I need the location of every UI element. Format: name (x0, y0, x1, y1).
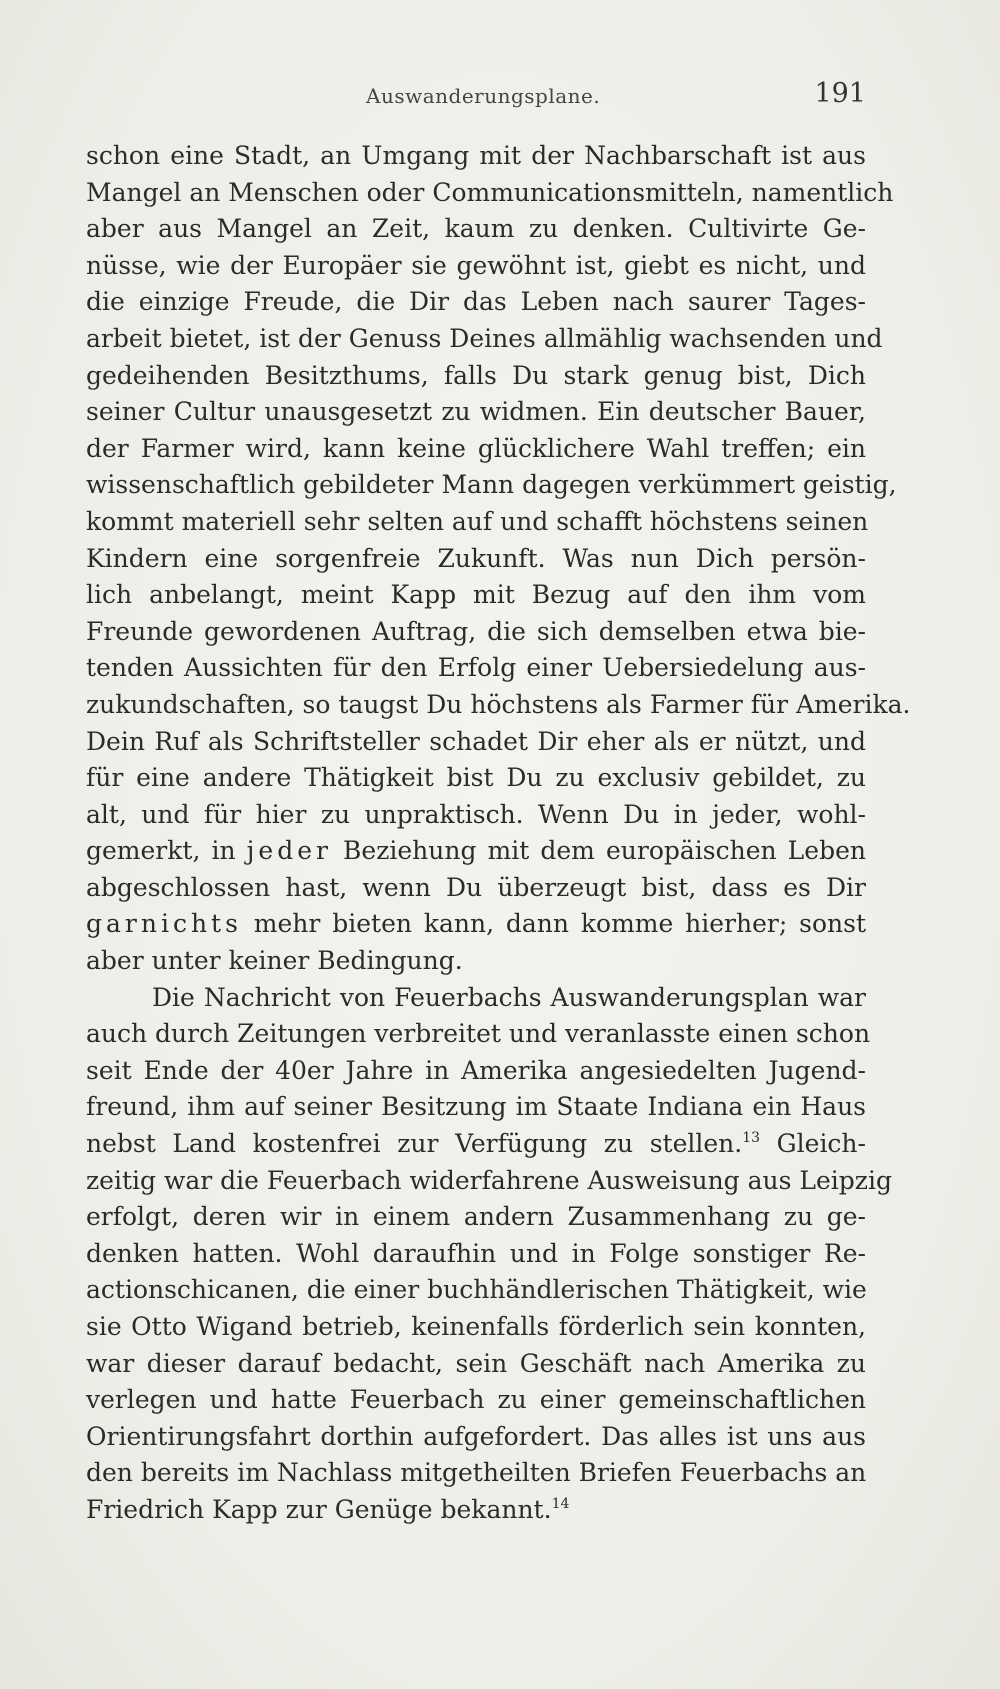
line-text: Beziehung mit dem europäischen Leben (331, 836, 866, 866)
text-line (86, 1492, 866, 1529)
line-text: abgeschlossen hast, wenn Du überzeugt bist, dass es Dir (86, 872, 866, 902)
text-line (86, 1272, 866, 1309)
text-line (86, 284, 866, 321)
line-text: die einzige Freude, die Dir das Leben nach saurer Tages- (86, 287, 866, 317)
text-line (86, 248, 866, 285)
text-line (86, 1126, 866, 1163)
line-text: sie Otto Wigand betrieb, keinenfalls förderlich sein konnten, (86, 1312, 866, 1341)
text-line (86, 1382, 866, 1419)
line-text: auch durch Zeitungen verbreitet und veranlasste einen schon (86, 1019, 871, 1049)
line-text: freund, ihm auf seiner Besitzung im Staate Indiana ein Haus (86, 1092, 866, 1122)
text-line (86, 1089, 866, 1126)
text-line (86, 833, 866, 870)
line-text: Dein Ruf als Schriftsteller schadet Dir eher als er nützt, und (86, 726, 866, 756)
line-text: erfolgt, deren wir in einem andern Zusammenhang zu ge- (86, 1202, 866, 1232)
line-text: nebst Land kostenfrei zur Verfügung zu stellen. (86, 1129, 743, 1159)
line-text: Orientirungsfahrt dorthin aufgefordert. Das alles ist uns aus (86, 1421, 866, 1451)
running-head (86, 78, 866, 118)
footnote-marker: 14 (551, 1495, 570, 1512)
line-text: Mangel an Menschen oder Communicationsmitteln, namentlich (86, 177, 894, 207)
line-text: alt, und für hier zu unpraktisch. Wenn Du in jeder, wohl- (86, 799, 866, 829)
text-line (86, 650, 866, 687)
text-line (86, 760, 866, 797)
line-text: denken hatten. Wohl daraufhin und in Folge sonstiger Re- (86, 1238, 866, 1268)
line-text: Freunde gewordenen Auftrag, die sich demselben etwa bie- (86, 616, 866, 646)
text-line (86, 614, 866, 651)
text-line (86, 431, 866, 468)
line-text: seit Ende der 40er Jahre in Amerika angesiedelten Jugend- (86, 1055, 866, 1085)
line-text: wissenschaftlich gebildeter Mann dagegen verkümmert geistig, (86, 470, 897, 500)
text-line (86, 321, 883, 358)
text-line (86, 1309, 866, 1346)
text-line (86, 870, 866, 907)
line-text: tenden Aussichten für den Erfolg einer Uebersiedelung aus- (86, 653, 866, 683)
line-text: den bereits im Nachlass mitgetheilten Briefen Feuerbachs an (86, 1458, 867, 1488)
text-line (86, 138, 866, 175)
text-line (86, 1163, 892, 1200)
text-line (86, 504, 869, 541)
line-text: war dieser darauf bedacht, sein Geschäft nach Amerika zu (86, 1348, 866, 1378)
running-title: Auswanderungsplane. (366, 84, 601, 108)
line-text: aber aus Mangel an Zeit, kaum zu denken. Cultivirte Ge- (86, 214, 866, 244)
text-line (86, 394, 866, 431)
line-text: lich anbelangt, meint Kapp mit Bezug auf den ihm vom (86, 580, 866, 610)
line-text: seiner Cultur unausgesetzt zu widmen. Ein deutscher Bauer, (86, 397, 866, 427)
line-text: gedeihenden Besitzthums, falls Du stark genug bist, Dich (86, 360, 866, 390)
text-line (86, 175, 894, 212)
line-text: Friedrich Kapp zur Genüge bekannt. (86, 1494, 552, 1524)
text-line (86, 1346, 866, 1383)
text-line (86, 906, 866, 943)
text-line (86, 687, 911, 724)
text-line (86, 211, 866, 248)
text-line (86, 980, 866, 1017)
text-line (86, 1236, 866, 1273)
text-line (86, 1199, 866, 1236)
text-line (86, 797, 866, 834)
line-text: gemerkt, in (86, 836, 247, 866)
line-text: zukundschaften, so taugst Du höchstens als Farmer für Amerika. (86, 689, 911, 719)
line-text: mehr bieten kann, dann komme hierher; sonst (241, 909, 866, 939)
line-text: kommt materiell sehr selten auf und schafft höchstens seinen (86, 506, 869, 536)
line-text: zeitig war die Feuerbach widerfahrene Ausweisung aus Leipzig (86, 1165, 892, 1195)
text-line (86, 1016, 871, 1053)
footnote-marker: 13 (742, 1130, 761, 1147)
line-text: schon eine Stadt, an Umgang mit der Nachbarschaft ist aus (86, 141, 866, 170)
line-text: Die Nachricht von Feuerbachs Auswanderungsplan war (152, 982, 866, 1012)
body-text (86, 138, 911, 1529)
text-line (86, 1419, 866, 1456)
line-text: der Farmer wird, kann keine glücklichere Wahl treffen; ein (86, 433, 866, 463)
text-line (86, 358, 866, 395)
line-text: arbeit bietet, ist der Genuss Deines allmählig wachsenden und (86, 323, 883, 353)
page-number: 191 (814, 78, 866, 109)
line-text: Gleich- (760, 1129, 866, 1159)
text-line (86, 1053, 866, 1090)
text-line (86, 943, 866, 980)
line-text: nüsse, wie der Europäer sie gewöhnt ist, giebt es nicht, und (86, 250, 866, 280)
text-line (86, 467, 897, 504)
text-line (86, 1455, 866, 1492)
text-line (86, 541, 866, 578)
emphasized-word: garnichts (86, 909, 242, 939)
text-line (86, 577, 866, 614)
line-text: actionschicanen, die einer buchhändlerischen Thätigkeit, wie (86, 1275, 867, 1305)
line-text: verlegen und hatte Feuerbach zu einer gemeinschaftlichen (86, 1385, 866, 1415)
line-text: für eine andere Thätigkeit bist Du zu exclusiv gebildet, zu (86, 763, 866, 793)
emphasized-word: jeder (246, 836, 332, 866)
line-text: aber unter keiner Bedingung. (86, 946, 463, 976)
line-text: Kindern eine sorgenfreie Zukunft. Was nun Dich persön- (86, 543, 866, 573)
text-line (86, 724, 866, 761)
